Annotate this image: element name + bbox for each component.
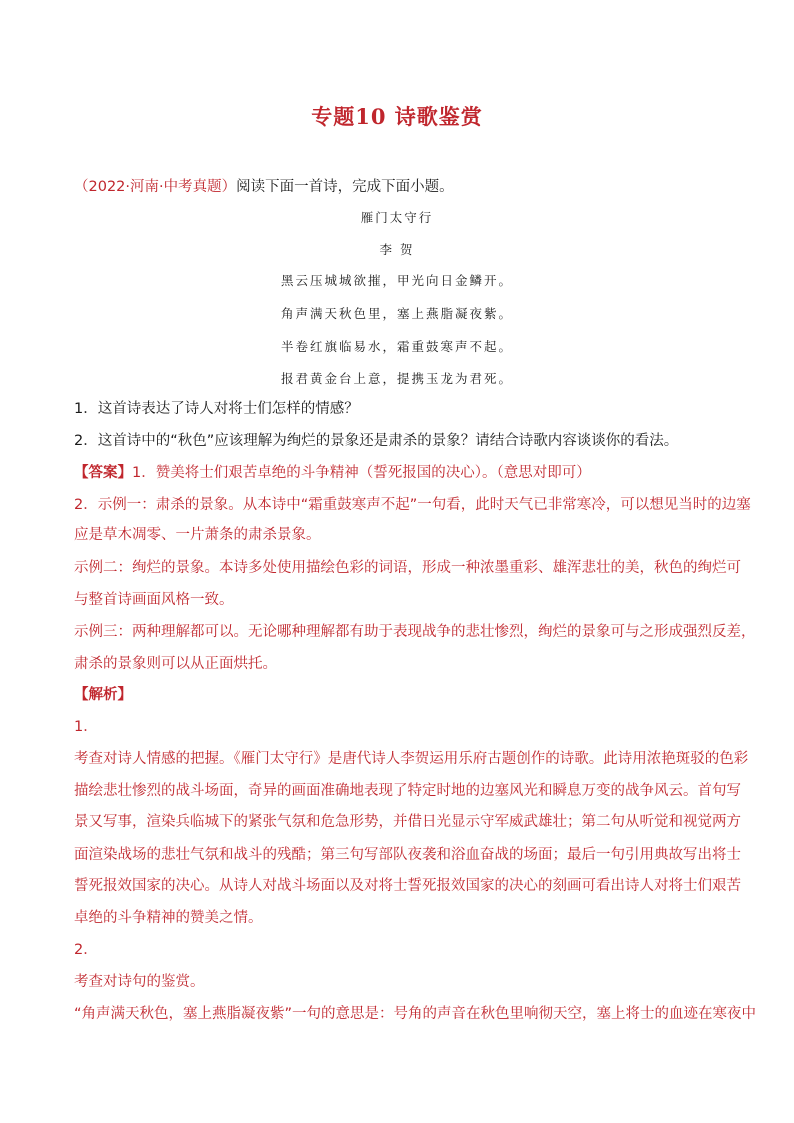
analysis-line: 面渲染战场的悲壮气氛和战斗的残酷；第三句写部队夜袭和浴血奋战的场面；最后一句引用典故写出将士 bbox=[74, 847, 741, 863]
intro-text: 阅读下面一首诗，完成下面小题。 bbox=[236, 179, 454, 195]
poem-line: 黑云压城城欲摧，甲光向日金鳞开。 bbox=[280, 273, 513, 288]
analysis-line: 景又写事，渲染兵临城下的紧张气氛和危急形势，并借日光显示守军威武雄壮；第二句从听觉和视觉两方 bbox=[74, 814, 741, 830]
answer-1 bbox=[74, 463, 591, 483]
analysis-line: 誓死报效国家的决心。从诗人对战斗场面以及对将士誓死报效国家的决心的刻画可看出诗人对将士们艰苦 bbox=[74, 878, 741, 894]
example-3-line: 肃杀的景象则可以从正面烘托。 bbox=[74, 656, 277, 672]
analysis-label: 【解析】 bbox=[74, 687, 132, 703]
poem-title: 雁门太守行 bbox=[360, 210, 434, 225]
question-intro bbox=[74, 177, 454, 197]
poem-line: 报君黄金台上意，提携玉龙为君死。 bbox=[280, 371, 513, 386]
example-2-line: 与整首诗画面风格一致。 bbox=[74, 592, 234, 608]
poem-line: 角声满天秋色里，塞上燕脂凝夜紫。 bbox=[280, 306, 513, 321]
poem-line: 半卷红旗临易水，霜重鼓寒声不起。 bbox=[280, 339, 513, 354]
analysis-line: 卓绝的斗争精神的赞美之情。 bbox=[74, 910, 263, 926]
example-3-line: 示例三：两种理解都可以。无论哪种理解都有助于表现战争的悲壮惨烈，绚烂的景象可与之形成强烈反差， bbox=[74, 624, 756, 640]
analysis-line: 考查对诗人情感的把握。《雁门太守行》是唐代诗人李贺运用乐府古题创作的诗歌。此诗用浓艳斑驳的色彩 bbox=[74, 751, 749, 767]
question-source: （2022·河南·中考真题） bbox=[74, 179, 237, 195]
example-2-line: 示例二：绚烂的景象。本诗多处使用描绘色彩的词语，形成一种浓墨重彩、雄浑悲壮的美，秋色的绚烂可 bbox=[74, 560, 741, 576]
analysis-line: 考查对诗句的鉴赏。 bbox=[74, 974, 205, 990]
answer-2-line: 2．示例一：肃杀的景象。从本诗中“霜重鼓寒声不起”一句看，此时天气已非常寒冷，可以想见当时的边塞 bbox=[74, 497, 751, 513]
answer-label: 【答案】 bbox=[74, 465, 132, 481]
analysis-number-2: 2． bbox=[74, 942, 98, 958]
page-title: 专题10 诗歌鉴赏 bbox=[311, 104, 483, 129]
question-2: 2．这首诗中的“秋色”应该理解为绚烂的景象还是肃杀的景象？请结合诗歌内容谈谈你的看法。 bbox=[74, 433, 679, 449]
answer-2-line: 应是草木凋零、一片萧条的肃杀景象。 bbox=[74, 527, 321, 543]
poem-author: 李 贺 bbox=[379, 242, 415, 257]
analysis-line: 描绘悲壮惨烈的战斗场面，奇异的画面准确地表现了特定时地的边塞风光和瞬息万变的战争风云。首句写 bbox=[74, 783, 741, 799]
answer-1-text: 1．赞美将士们艰苦卓绝的斗争精神（誓死报国的决心）。（意思对即可） bbox=[132, 465, 591, 481]
analysis-line: “角声满天秋色，塞上燕脂凝夜紫”一句的意思是：号角的声音在秋色里响彻天空，塞上将士的血迹在寒夜中 bbox=[74, 1006, 757, 1022]
analysis-number-1: 1． bbox=[74, 719, 98, 735]
question-1: 1．这首诗表达了诗人对将士们怎样的情感？ bbox=[74, 401, 359, 417]
